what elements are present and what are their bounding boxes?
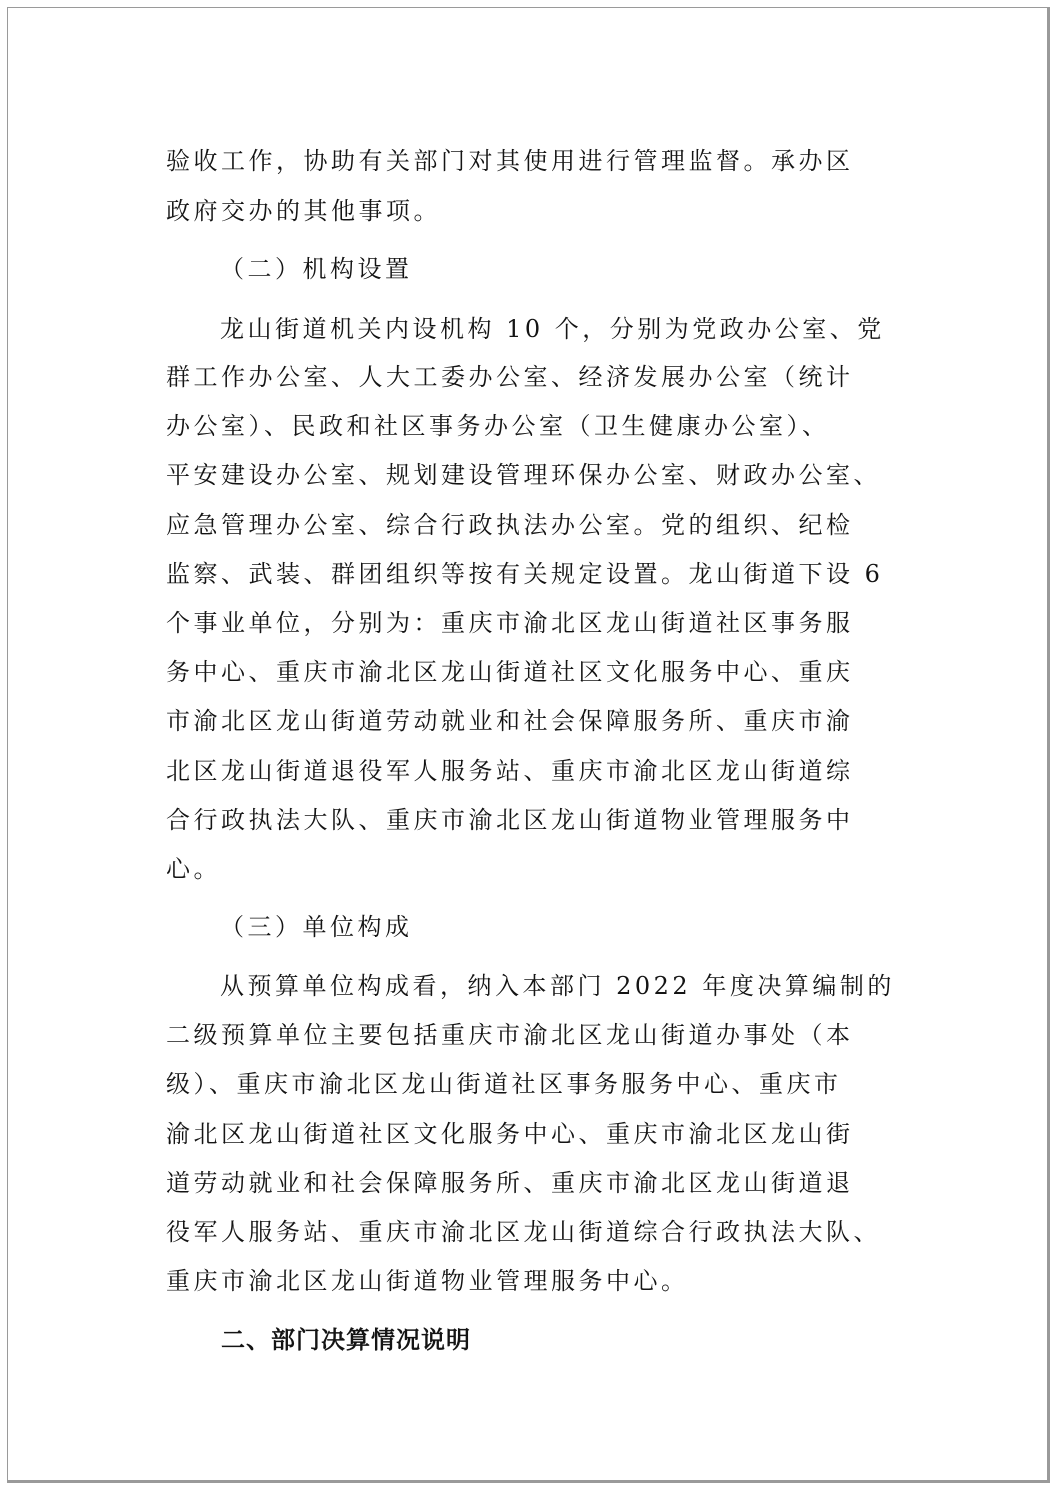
body-text-line: 平安建设办公室、规划建设管理环保办公室、财政办公室、	[166, 461, 881, 489]
body-text-line: 从预算单位构成看，纳入本部门 2022 年度决算编制的	[220, 972, 895, 1000]
body-text-line: 级）、重庆市渝北区龙山街道社区事务服务中心、重庆市	[166, 1070, 842, 1098]
body-text-line: 验收工作，协助有关部门对其使用进行管理监督。承办区	[166, 147, 854, 175]
body-text-line: 役军人服务站、重庆市渝北区龙山街道综合行政执法大队、	[166, 1218, 881, 1246]
body-text-line: 办公室）、民政和社区事务办公室（卫生健康办公室）、	[166, 412, 830, 440]
body-text-line: 道劳动就业和社会保障服务所、重庆市渝北区龙山街道退	[166, 1169, 854, 1197]
page-frame	[7, 7, 1050, 1483]
body-text-line: 市渝北区龙山街道劳动就业和社会保障服务所、重庆市渝	[166, 707, 854, 735]
body-text-line: 政府交办的其他事项。	[166, 197, 441, 225]
body-text-line: 应急管理办公室、综合行政执法办公室。党的组织、纪检	[166, 511, 854, 539]
body-text-line: 群工作办公室、人大工委办公室、经济发展办公室（统计	[166, 363, 854, 391]
body-text-line: 个事业单位，分别为：重庆市渝北区龙山街道社区事务服	[166, 609, 854, 637]
body-text-line: 渝北区龙山街道社区文化服务中心、重庆市渝北区龙山街	[166, 1120, 854, 1148]
body-text-line: 监察、武装、群团组织等按有关规定设置。龙山街道下设 6	[166, 560, 884, 588]
body-text-line: 重庆市渝北区龙山街道物业管理服务中心。	[166, 1267, 689, 1295]
chapter-heading-final-accounts: 二、部门决算情况说明	[221, 1325, 471, 1354]
section-heading-unit-composition: （三）单位构成	[220, 913, 413, 941]
body-text-line: 二级预算单位主要包括重庆市渝北区龙山街道办事处（本	[166, 1021, 854, 1049]
body-text-line: 心。	[166, 855, 221, 883]
body-text-line: 务中心、重庆市渝北区龙山街道社区文化服务中心、重庆	[166, 658, 854, 686]
body-text-line: 合行政执法大队、重庆市渝北区龙山街道物业管理服务中	[166, 806, 854, 834]
body-text-line: 北区龙山街道退役军人服务站、重庆市渝北区龙山街道综	[166, 757, 854, 785]
body-text-line: 龙山街道机关内设机构 10 个，分别为党政办公室、党	[220, 315, 885, 343]
section-heading-institutions: （二）机构设置	[220, 255, 413, 283]
